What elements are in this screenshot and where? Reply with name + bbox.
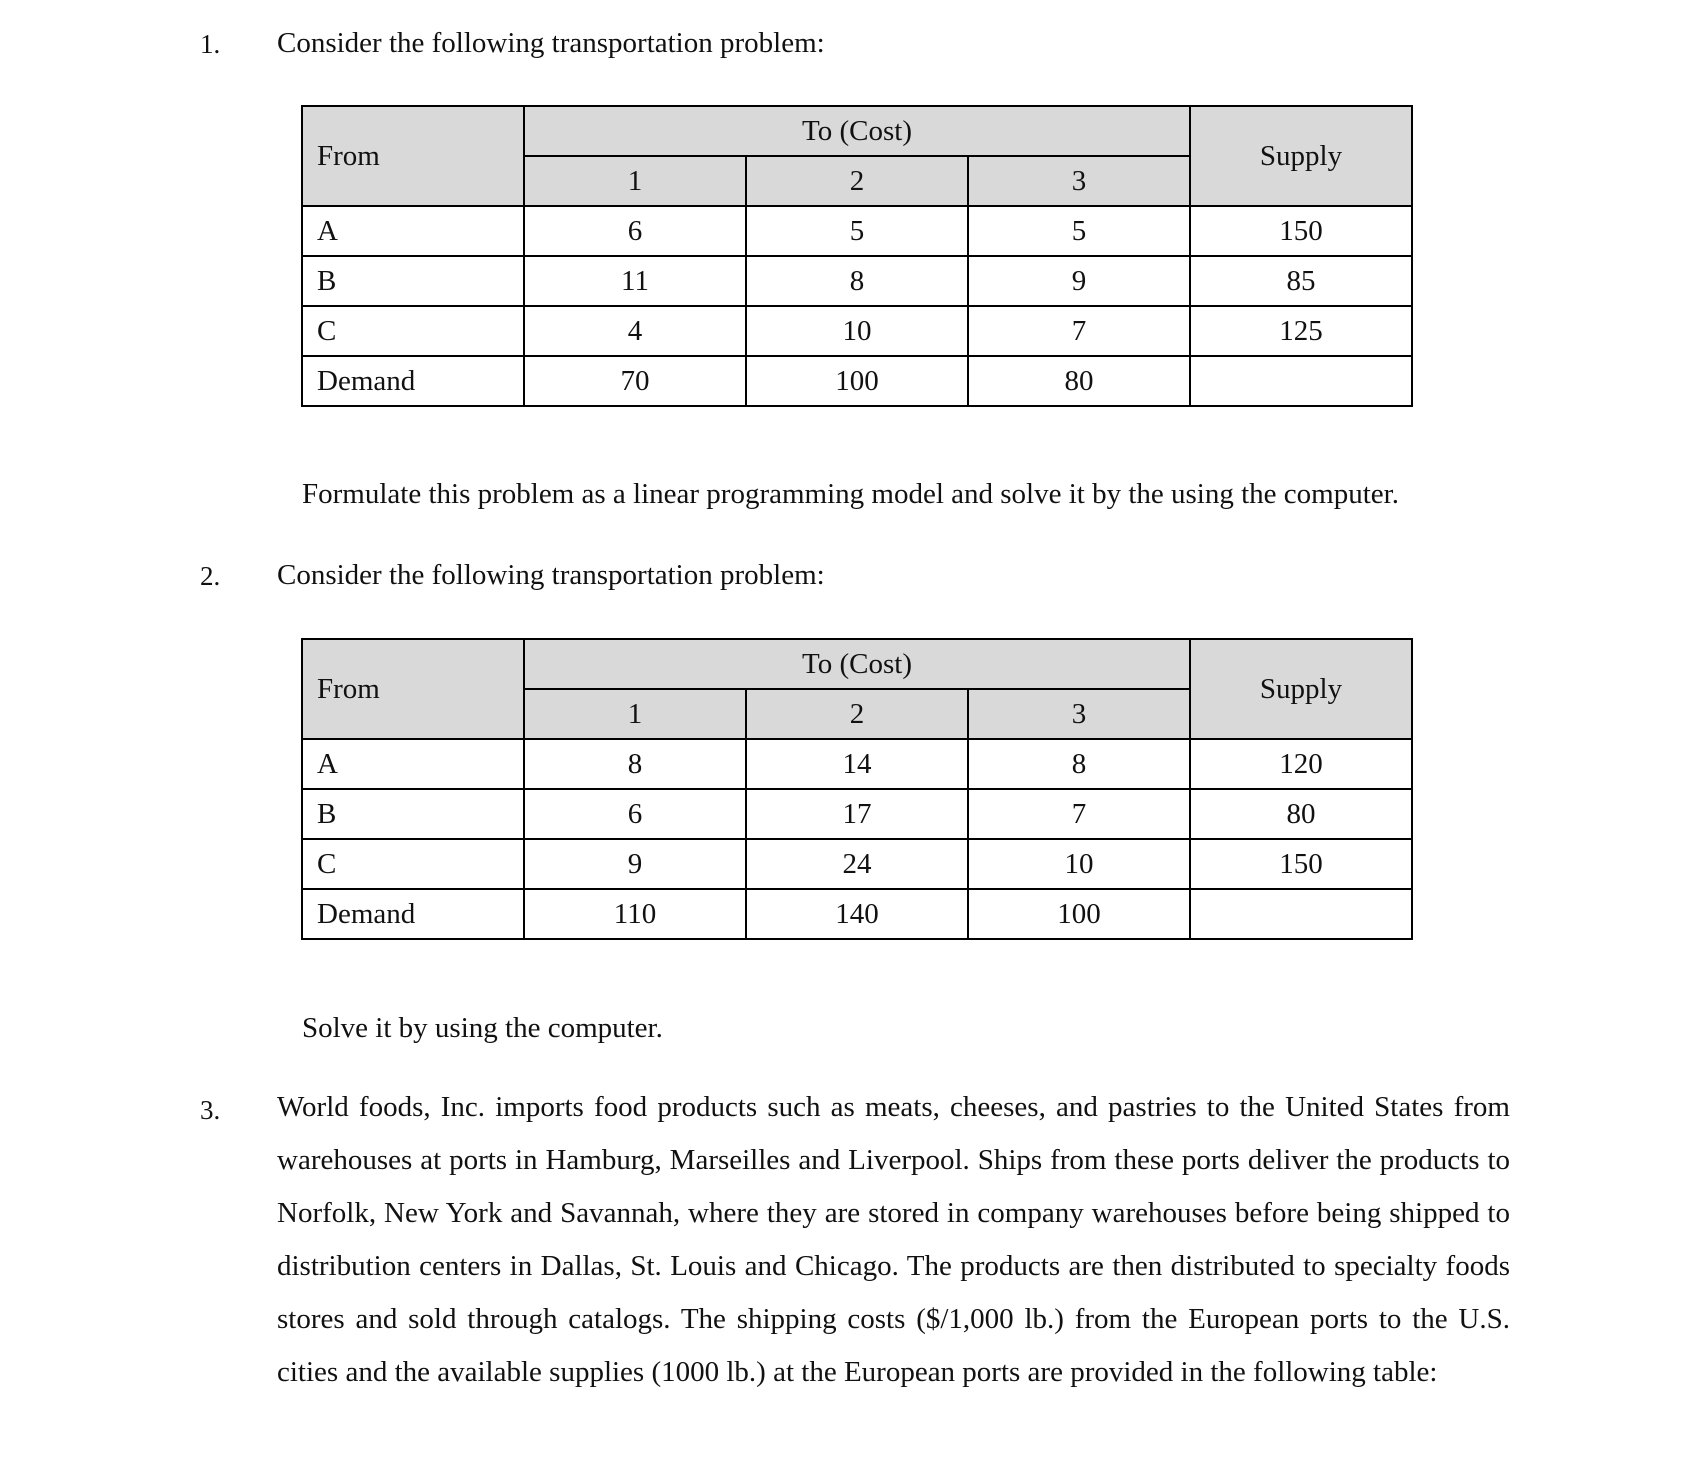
cost-cell: 8 bbox=[968, 739, 1190, 789]
from-header: From bbox=[302, 106, 524, 206]
supply-cell: 150 bbox=[1190, 206, 1412, 256]
demand-cell: 100 bbox=[746, 356, 968, 406]
problem-1-number: 1. bbox=[200, 29, 221, 59]
problem-1-cost-table bbox=[301, 105, 1413, 407]
cost-cell: 4 bbox=[524, 306, 746, 356]
cost-cell: 8 bbox=[746, 256, 968, 306]
supply-cell: 80 bbox=[1190, 789, 1412, 839]
cost-cell: 9 bbox=[968, 256, 1190, 306]
demand-cell: 100 bbox=[968, 889, 1190, 939]
supply-header: Supply bbox=[1190, 639, 1412, 739]
demand-cell: 140 bbox=[746, 889, 968, 939]
table-row bbox=[302, 306, 1412, 356]
destination-header: 1 bbox=[524, 156, 746, 206]
destination-header: 3 bbox=[968, 689, 1190, 739]
cost-cell: 5 bbox=[968, 206, 1190, 256]
cost-cell: 5 bbox=[746, 206, 968, 256]
demand-row bbox=[302, 356, 1412, 406]
problem-2-cost-table bbox=[301, 638, 1413, 940]
problem-2-note: Solve it by using the computer. bbox=[302, 1012, 663, 1044]
cost-cell: 10 bbox=[746, 306, 968, 356]
demand-label: Demand bbox=[302, 356, 524, 406]
problem-1-heading: Consider the following transportation problem: bbox=[277, 27, 825, 59]
supply-cell: 150 bbox=[1190, 839, 1412, 889]
destination-header: 1 bbox=[524, 689, 746, 739]
supply-cell: 85 bbox=[1190, 256, 1412, 306]
from-header: From bbox=[302, 639, 524, 739]
cost-cell: 10 bbox=[968, 839, 1190, 889]
source-label: C bbox=[302, 306, 524, 356]
cost-cell: 14 bbox=[746, 739, 968, 789]
to-cost-header: To (Cost) bbox=[524, 639, 1190, 689]
demand-label: Demand bbox=[302, 889, 524, 939]
demand-cell: 70 bbox=[524, 356, 746, 406]
cost-cell: 17 bbox=[746, 789, 968, 839]
table-row bbox=[302, 739, 1412, 789]
problem-2-heading: Consider the following transportation problem: bbox=[277, 559, 825, 591]
cost-cell: 11 bbox=[524, 256, 746, 306]
cost-cell: 8 bbox=[524, 739, 746, 789]
problem-3-number: 3. bbox=[200, 1095, 221, 1125]
cost-cell: 9 bbox=[524, 839, 746, 889]
cost-cell: 7 bbox=[968, 306, 1190, 356]
cost-cell: 6 bbox=[524, 206, 746, 256]
problem-3-paragraph: World foods, Inc. imports food products such as meats, cheeses, and pastries to the United States from warehouses at ports in Hamburg, Marseilles and Liverpool. Ships from these ports deliver the products to Norfolk, New York and Savannah, where they are stored in company warehouses before being shipped to distribution centers in Dallas, St. Louis and Chicago. The products are then distributed to specialty foods stores and sold through catalogs. The shipping costs ($/1,000 lb.) from the European ports to the U.S. cities and the available supplies (1000 lb.) at the European ports are provided in the following table: bbox=[277, 1091, 1510, 1388]
demand-row bbox=[302, 889, 1412, 939]
table-row bbox=[302, 256, 1412, 306]
cost-cell: 6 bbox=[524, 789, 746, 839]
demand-cell: 110 bbox=[524, 889, 746, 939]
table-row bbox=[302, 206, 1412, 256]
source-label: B bbox=[302, 789, 524, 839]
destination-header: 3 bbox=[968, 156, 1190, 206]
source-label: B bbox=[302, 256, 524, 306]
destination-header: 2 bbox=[746, 156, 968, 206]
problem-2-number: 2. bbox=[200, 561, 221, 591]
supply-header: Supply bbox=[1190, 106, 1412, 206]
to-cost-header: To (Cost) bbox=[524, 106, 1190, 156]
empty-cell bbox=[1190, 356, 1412, 406]
source-label: A bbox=[302, 739, 524, 789]
demand-cell: 80 bbox=[968, 356, 1190, 406]
cost-cell: 24 bbox=[746, 839, 968, 889]
supply-cell: 125 bbox=[1190, 306, 1412, 356]
problem-1-note: Formulate this problem as a linear programming model and solve it by the using the computer. bbox=[302, 478, 1399, 510]
source-label: A bbox=[302, 206, 524, 256]
cost-cell: 7 bbox=[968, 789, 1190, 839]
source-label: C bbox=[302, 839, 524, 889]
table-row bbox=[302, 839, 1412, 889]
table-row bbox=[302, 789, 1412, 839]
supply-cell: 120 bbox=[1190, 739, 1412, 789]
empty-cell bbox=[1190, 889, 1412, 939]
destination-header: 2 bbox=[746, 689, 968, 739]
